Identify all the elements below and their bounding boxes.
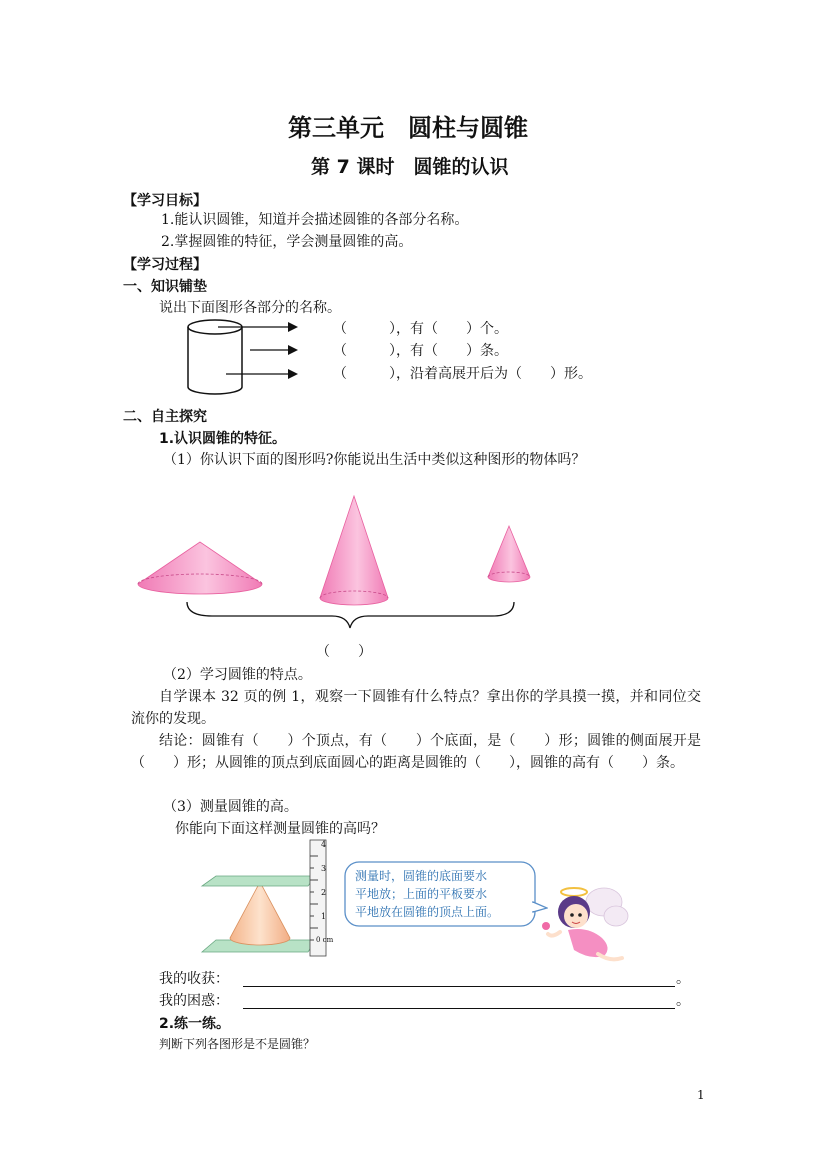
objective-item: 1.能认识圆锥，知道并会描述圆锥的各部分名称。 (161, 212, 469, 228)
bubble-line-3: 平地放在圆锥的顶点上面。 (355, 905, 500, 919)
page-number: 1 (697, 1088, 705, 1102)
bubble-line-2: 平地放；上面的平板要水 (355, 887, 488, 901)
confusion-label: 我的困惑： (159, 993, 229, 1009)
section1-heading: 一、知识铺垫 (123, 279, 207, 295)
confusion-answer-line[interactable] (243, 1008, 675, 1009)
section2-sub2: 2.练一练。 (159, 1016, 231, 1032)
bubble-line-1: 测量时，圆锥的底面要水 (355, 869, 488, 883)
cones-illustration (132, 490, 542, 640)
blank-line-3: （ ），沿着高展开后为（ ）形。 (333, 366, 592, 382)
section1-prompt: 说出下面图形各部分的名称。 (159, 300, 341, 316)
ruler-tick-1: 1 (321, 912, 327, 921)
section2-heading: 二、自主探究 (123, 409, 207, 425)
objective-item: 2.掌握圆锥的特征，学会测量圆锥的高。 (161, 234, 413, 250)
conclusion-text: 结论：圆锥有（ ）个顶点，有（ ）个底面，是（ ）形；圆锥的侧面展开是（ ）形；从圆锥的顶点到底面圆心的距离是圆锥的（ ），圆锥的高有（ ）条。 (131, 733, 701, 771)
brace-blank: （ ） (316, 644, 372, 660)
lesson-subtitle: 第 7 课时 圆锥的认识 (311, 156, 509, 178)
question-2-text: 自学课本 32 页的例 1，观察一下圆锥有什么特点？拿出你的学具摸一摸，并和同位交流你的发现。 (131, 689, 701, 727)
question-3: （3）测量圆锥的高。 (163, 799, 298, 815)
ruler-tick-3: 3 (321, 864, 327, 873)
question-3-text: 你能向下面这样测量圆锥的高吗？ (175, 821, 385, 837)
ruler-tick-4: 4 (321, 840, 327, 849)
gain-label: 我的收获： (159, 971, 229, 987)
ruler-tick-2: 2 (321, 888, 327, 897)
blank-line-1: （ ），有（ ）个。 (333, 321, 508, 337)
objectives-heading: 【学习目标】 (123, 193, 207, 209)
gain-answer-line[interactable] (243, 986, 675, 987)
practice-prompt: 判断下列各图形是不是圆锥？ (159, 1037, 316, 1051)
page-title: 第三单元 圆柱与圆锥 (288, 114, 528, 142)
question-1: （1）你认识下面的图形吗?你能说出生活中类似这种图形的物体吗？ (163, 452, 586, 468)
cylinder-diagram (180, 314, 310, 398)
angel-cartoon-icon (538, 880, 630, 968)
ruler-tick-0: 0 cm (316, 936, 334, 944)
confusion-period: 。 (676, 993, 690, 1009)
question-2: （2）学习圆锥的特点。 (163, 667, 312, 683)
process-heading: 【学习过程】 (123, 257, 207, 273)
blank-line-2: （ ），有（ ）条。 (333, 343, 508, 359)
gain-period: 。 (676, 971, 690, 987)
section2-sub1: 1.认识圆锥的特征。 (159, 431, 287, 447)
